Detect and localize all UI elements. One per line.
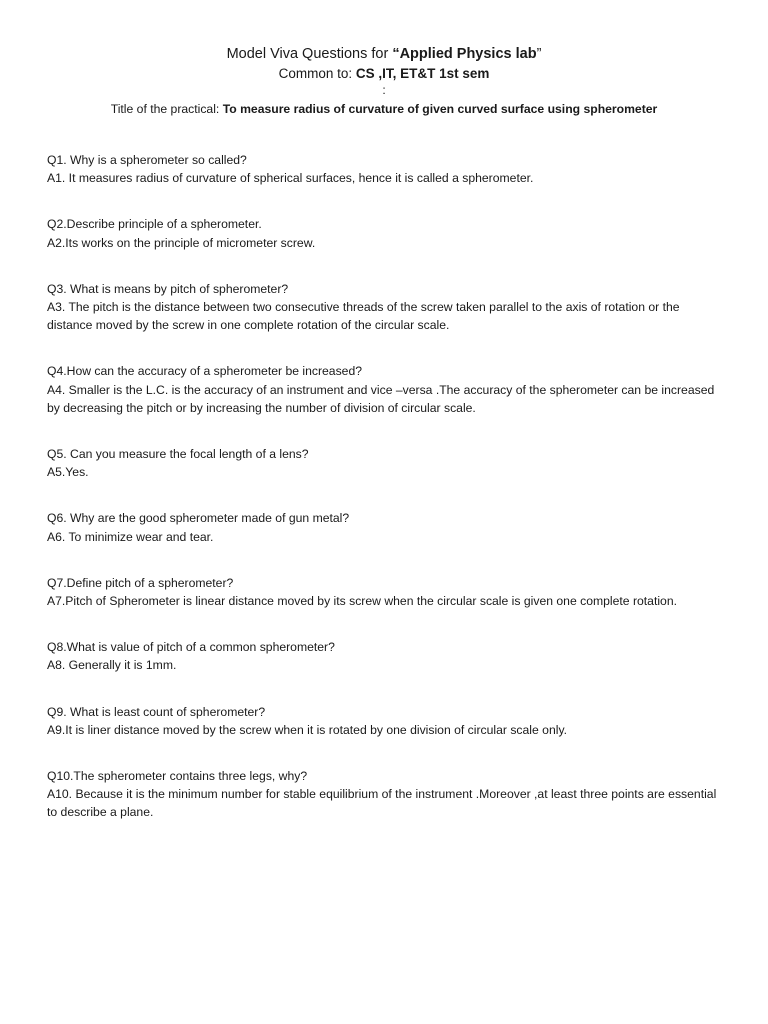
answer: A5.Yes.	[47, 465, 89, 480]
common-bold: CS ,IT, ET&T 1st sem	[355, 66, 490, 81]
qa-item-8	[47, 638, 727, 674]
question: Q2.Describe principle of a spherometer.	[47, 217, 262, 232]
common-prefix: Common to:	[278, 66, 356, 81]
question: Q1. Why is a spherometer so called?	[47, 153, 247, 167]
qa-item-7	[47, 574, 727, 610]
title-prefix: Model Viva Questions for	[226, 46, 393, 62]
answer: A2.Its works on the principle of micrometer screw.	[47, 235, 316, 250]
question: Q4.How can the accuracy of a spherometer be increased?	[47, 364, 363, 379]
answer: A7.Pitch of Spherometer is linear distance moved by its screw when the circular scale is given one complete rotation.	[47, 594, 677, 609]
practical-title	[0, 101, 768, 117]
qa-item-6	[47, 509, 727, 545]
answer: A1. It measures radius of curvature of spherical surfaces, hence it is called a spherometer.	[47, 171, 534, 186]
qa-item-9	[47, 703, 727, 739]
common-to-line	[0, 64, 768, 83]
qa-item-1	[47, 151, 727, 187]
qa-item-2	[47, 215, 727, 251]
practical-prefix: Title of the practical:	[110, 102, 223, 116]
qa-item-5	[47, 445, 727, 481]
question: Q9. What is least count of spherometer?	[47, 704, 266, 719]
document-header	[0, 45, 768, 117]
qa-item-4	[47, 362, 727, 417]
question: Q7.Define pitch of a spherometer?	[47, 575, 234, 590]
answer: A6. To minimize wear and tear.	[47, 529, 214, 544]
question: Q8.What is value of pitch of a common spherometer?	[47, 640, 335, 655]
question: Q5. Can you measure the focal length of a lens?	[47, 447, 309, 462]
qa-list	[47, 151, 727, 822]
answer: A10. Because it is the minimum number for stable equilibrium of the instrument .Moreover ,at least three points are essential to describe a plane.	[47, 787, 717, 820]
question: Q10.The spherometer contains three legs, why?	[47, 769, 308, 784]
qa-item-10	[47, 767, 727, 822]
practical-bold: To measure radius of curvature of given curved surface using spherometer	[222, 102, 658, 116]
answer: A9.It is liner distance moved by the screw when it is rotated by one division of circular scale only.	[47, 722, 568, 737]
answer: A3. The pitch is the distance between two consecutive threads of the screw taken parallel to the axis of rotation or the distance moved by the screw in one complete rotation of the circular scale.	[47, 300, 680, 333]
title-suffix: ”	[536, 46, 542, 62]
question: Q6. Why are the good spherometer made of gun metal?	[47, 511, 350, 526]
answer: A4. Smaller is the L.C. is the accuracy of an instrument and vice –versa .The accuracy of the spherometer can be increased by decreasing the pitch or by increasing the number of division of circular scale.	[47, 382, 715, 415]
title-bold: “Applied Physics lab	[392, 46, 537, 62]
answer: A8. Generally it is 1mm.	[47, 658, 177, 673]
question: Q3. What is means by pitch of spherometer?	[47, 281, 289, 296]
colon-line: :	[382, 83, 386, 97]
qa-item-3	[47, 280, 727, 335]
document-title	[0, 45, 768, 64]
